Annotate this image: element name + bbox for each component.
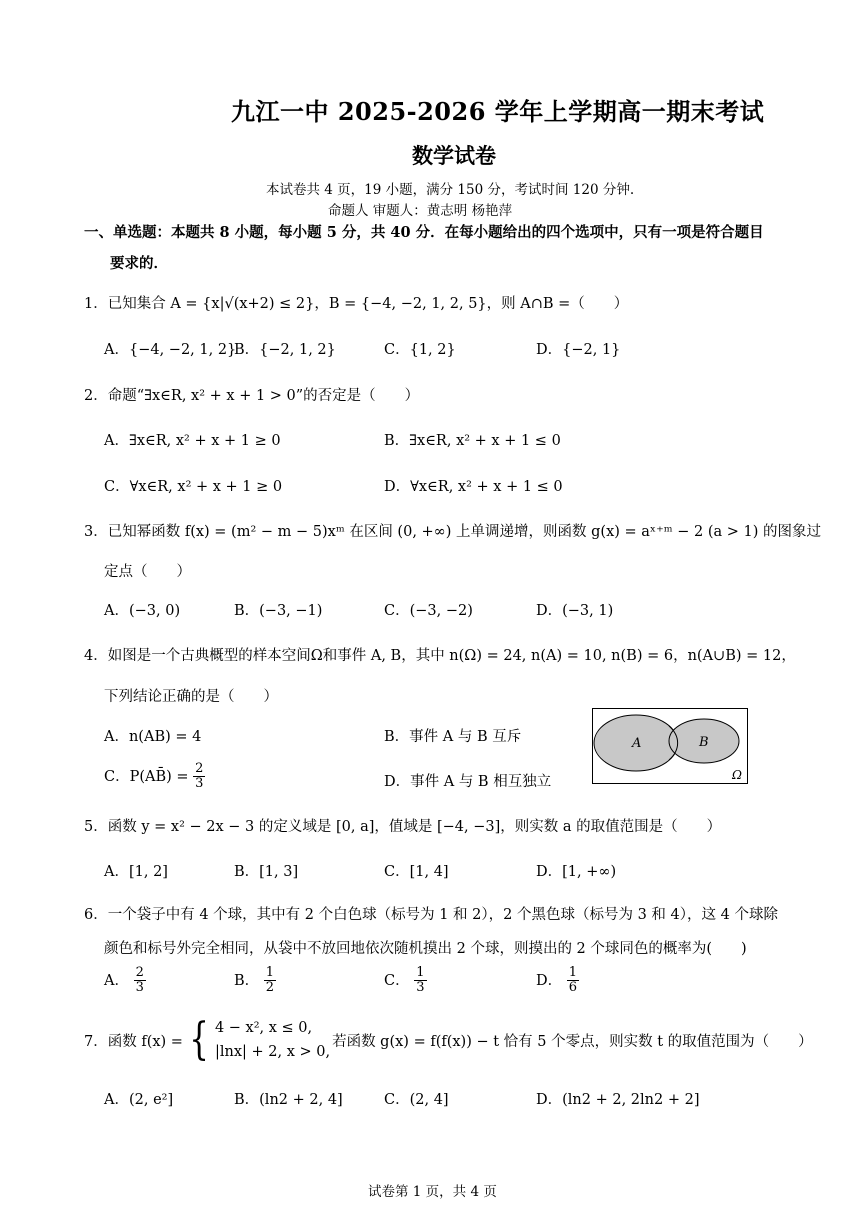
question-6-stem-cont: 颜色和标号外完全相同，从袋中不放回地依次随机摸出 2 个球，则摸出的 2 个球同色的概率为( )	[104, 941, 747, 957]
page-footer: 试卷第 1 页，共 4 页	[368, 1184, 497, 1200]
fraction-denominator: 2	[265, 980, 275, 996]
question-4-option-b: B．事件 A 与 B 互斥	[384, 729, 522, 745]
question-5-stem: 5．函数 y = x² − 2x − 3 的定义域是 [0, a]，值域是 [−4, −3]，则实数 a 的取值范围是（ ）	[84, 819, 722, 835]
fraction-denominator: 3	[135, 980, 144, 996]
question-6-option-a	[104, 966, 146, 996]
fraction-numerator: 2	[135, 965, 144, 980]
option-fraction	[264, 966, 276, 996]
fraction-numerator: 1	[416, 965, 425, 980]
omega-label: Ω	[732, 768, 742, 782]
question-7-option-c: C．(2, 4]	[384, 1092, 449, 1108]
event-a-label: A	[632, 736, 642, 751]
fraction-numerator: 1	[568, 965, 578, 980]
fraction-numerator: 1	[265, 965, 275, 980]
question-5-option-a: A．[1, 2]	[104, 864, 168, 880]
question-1-option-c: C．{1, 2}	[384, 342, 456, 358]
question-6-option-c	[384, 966, 427, 996]
question-1-option-b: B．{−2, 1, 2}	[234, 342, 336, 358]
piecewise-case-1: 4 − x², x ≤ 0,	[214, 1020, 313, 1036]
question-7-stem	[84, 1016, 813, 1064]
question-2-option-c: C．∀x∈R, x² + x + 1 ≥ 0	[104, 479, 283, 495]
question-3-option-d: D．(−3, 1)	[536, 603, 614, 619]
question-4-stem: 4．如图是一个古典概型的样本空间Ω和事件 A, B，其中 n(Ω) = 24, n(A) = 10, n(B) = 6，n(A∪B) = 12，	[84, 648, 796, 664]
option-label: C．	[384, 972, 410, 989]
question-4-option-a: A．n(AB) = 4	[104, 729, 202, 745]
exam-subtitle: 数学试卷	[412, 143, 496, 168]
question-3-option-a: A．(−3, 0)	[104, 603, 181, 619]
option-label: A．	[104, 972, 129, 989]
question-4-option-c-prefix: C．P(AB̄) =	[104, 768, 189, 785]
question-4-stem-cont: 下列结论正确的是（ ）	[104, 689, 278, 705]
piecewise-case-2: |lnx| + 2, x > 0,	[214, 1044, 331, 1060]
section-heading-cont: 要求的．	[110, 255, 168, 272]
exam-authors: 命题人 审题人：黄志明 杨艳萍	[328, 203, 513, 219]
question-4-option-d: D．事件 A 与 B 相互独立	[384, 774, 552, 790]
question-3-option-c: C．(−3, −2)	[384, 603, 473, 619]
question-5-option-d: D．[1, +∞)	[536, 864, 617, 880]
question-1-option-d: D．{−2, 1}	[536, 342, 621, 358]
fraction-denominator: 3	[195, 776, 204, 792]
question-3-option-b: B．(−3, −1)	[234, 603, 323, 619]
question-7-stem-prefix: 7．函数 f(x) =	[84, 1033, 183, 1050]
question-2-option-d: D．∀x∈R, x² + x + 1 ≤ 0	[384, 479, 563, 495]
fraction-denominator: 3	[416, 980, 425, 996]
question-3-stem-cont: 定点（ ）	[104, 564, 191, 580]
exam-info: 本试卷共 4 页，19 小题，满分 150 分，考试时间 120 分钟.	[266, 182, 635, 198]
question-6-stem: 6．一个袋子中有 4 个球，其中有 2 个白色球（标号为 1 和 2），2 个黑色球（标号为 3 和 4），这 4 个球除	[84, 907, 778, 923]
question-3-stem: 3．已知幂函数 f(x) = (m² − m − 5)xᵐ 在区间 (0, +∞) 上单调递增，则函数 g(x) = aˣ⁺ᵐ − 2 (a > 1) 的图象过	[84, 524, 821, 540]
piecewise-cases	[215, 1016, 330, 1064]
question-5-option-b: B．[1, 3]	[234, 864, 299, 880]
option-fraction	[414, 966, 426, 996]
question-5-option-c: C．[1, 4]	[384, 864, 449, 880]
section-heading: 一、单选题：本题共 8 小题，每小题 5 分，共 40 分．在每小题给出的四个选项中，只有一项是符合题目	[84, 224, 764, 241]
question-1-stem: 1．已知集合 A = {x|√(x+2) ≤ 2}，B = {−4, −2, 1, 2, 5}，则 A∩B =（ ）	[84, 296, 629, 312]
question-2-option-a: A．∃x∈R, x² + x + 1 ≥ 0	[104, 433, 281, 449]
question-7-option-d: D．(ln2 + 2, 2ln2 + 2]	[536, 1092, 700, 1108]
option-fraction	[567, 966, 579, 996]
question-2-stem: 2．命题“∃x∈R, x² + x + 1 > 0”的否定是（ ）	[84, 388, 420, 404]
piecewise-brace: {	[189, 1014, 209, 1065]
event-b-label: B	[699, 735, 709, 750]
question-6-option-b	[234, 966, 276, 996]
question-7-stem-suffix: 若函数 g(x) = f(f(x)) − t 恰有 5 个零点，则实数 t 的取值范围为（ ）	[332, 1033, 813, 1050]
exam-title: 九江一中 2025-2026 学年上学期高一期末考试	[231, 97, 765, 126]
fraction-numerator: 2	[195, 761, 204, 776]
question-1-option-a: A．{−4, −2, 1, 2}	[104, 342, 237, 358]
fraction-denominator: 6	[568, 980, 578, 996]
option-label: B．	[234, 972, 260, 989]
question-4-option-c	[104, 762, 205, 792]
option-fraction	[134, 966, 146, 996]
question-6-option-d	[536, 966, 579, 996]
question-4-option-c-fraction	[193, 762, 205, 792]
option-label: D．	[536, 972, 563, 989]
question-7-option-a: A．(2, e²]	[104, 1092, 174, 1108]
question-7-option-b: B．(ln2 + 2, 4]	[234, 1092, 343, 1108]
question-2-option-b: B．∃x∈R, x² + x + 1 ≤ 0	[384, 433, 561, 449]
venn-diagram	[592, 708, 748, 784]
